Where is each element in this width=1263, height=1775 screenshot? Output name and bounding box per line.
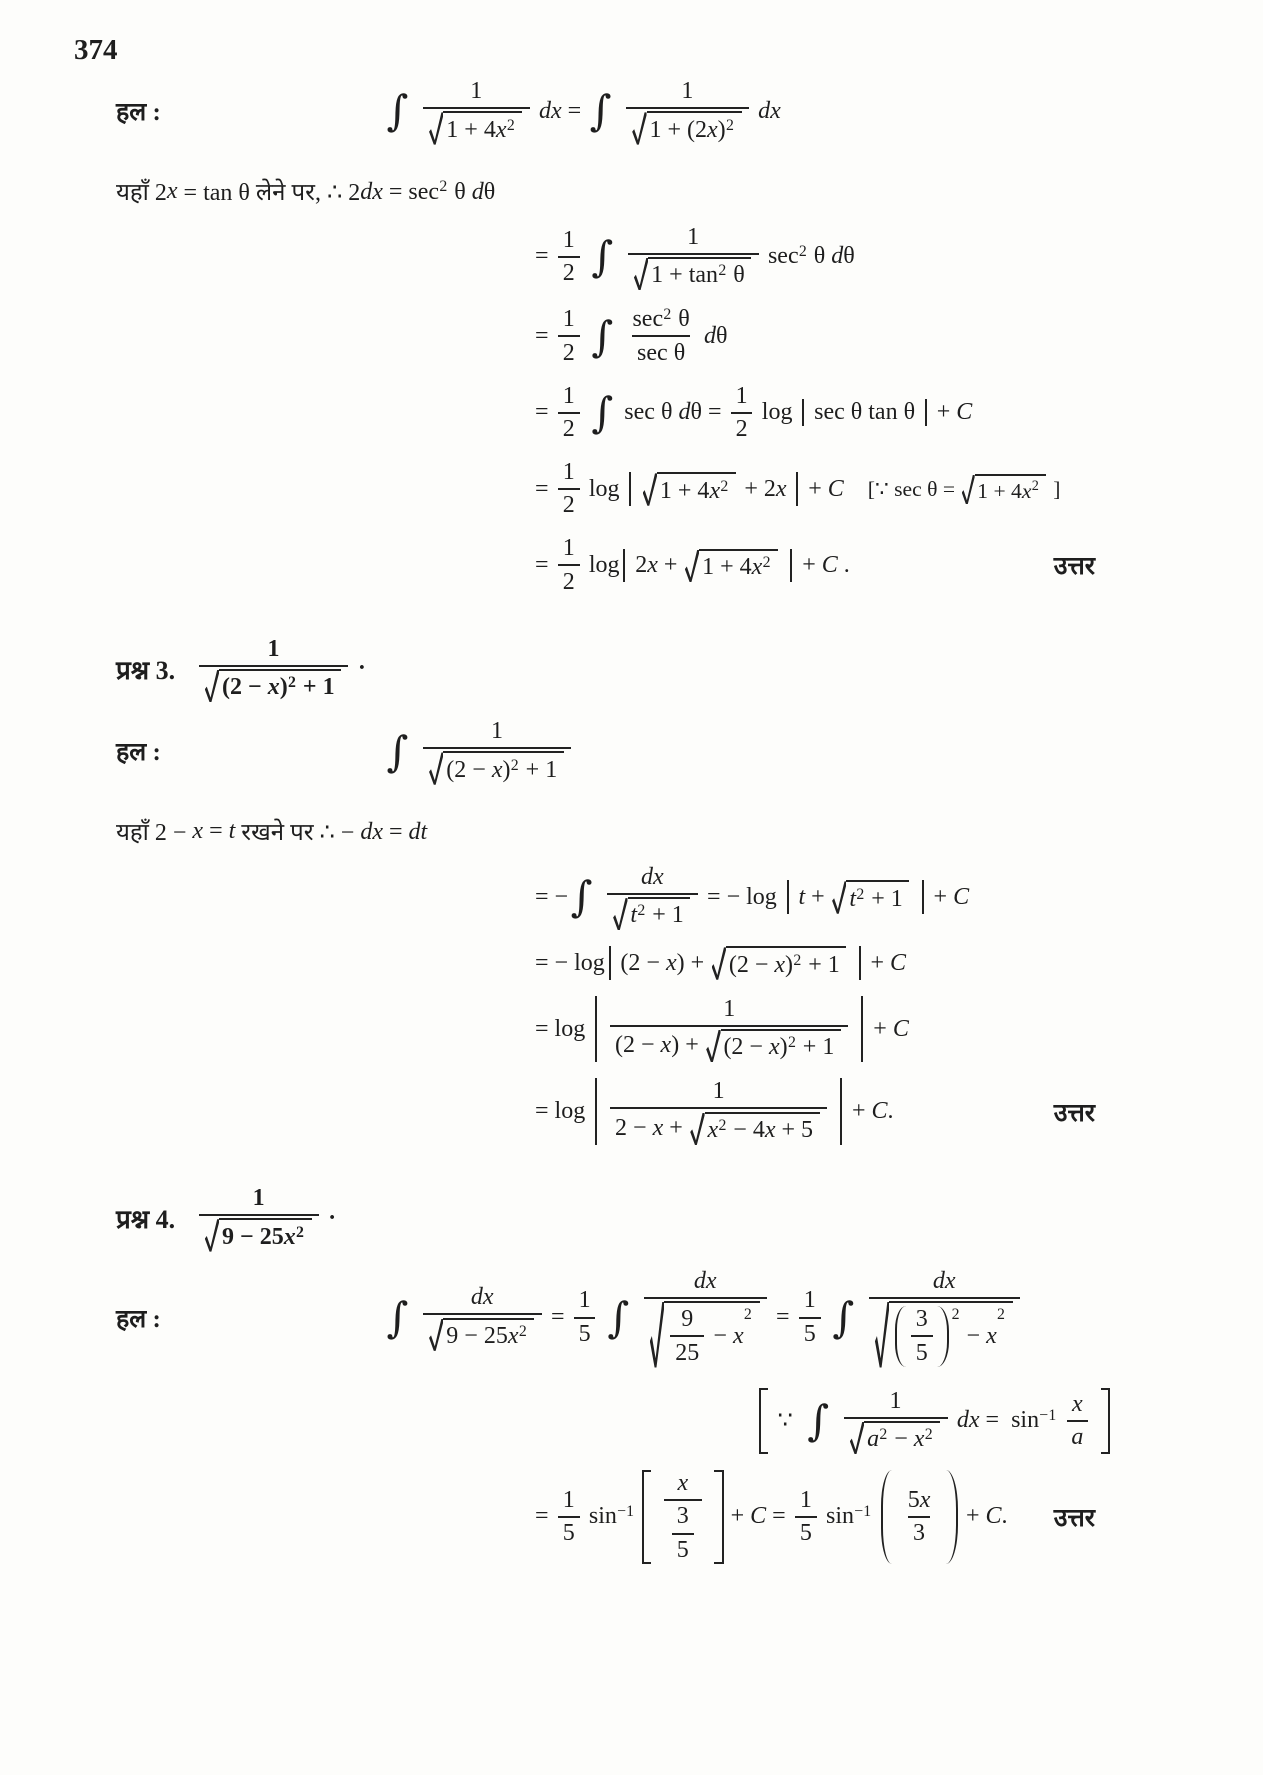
question-number: प्रश्न 3.: [116, 655, 176, 685]
substitution-note: यहाँ 2 x = tan θ लेने पर,: [116, 177, 321, 206]
derivation-line: [535, 535, 1263, 595]
derivation-line: [535, 1078, 1263, 1145]
derivation-steps: [535, 224, 1263, 596]
derivation-line: [535, 1470, 1263, 1564]
solution-3-row: [0, 718, 1263, 785]
substitution-note: ∴ 2 dx = sec 2 θ d θ: [326, 177, 496, 206]
derivation-line: [535, 224, 1263, 291]
solution-label: हल :: [116, 1305, 161, 1333]
answer-label: उत्तर: [1053, 1504, 1095, 1532]
equation-step: = $\frac{1}{5}$ sin −1 x 3 5 + C = $\frac{1}{5}$ sin −1 5 x 3 + C .: [535, 1470, 1008, 1563]
equation-step: = − ∫ dx t 2 + 1 = − log t + t 2 + 1 + C: [535, 863, 970, 929]
question-4-section: [0, 1185, 1263, 1564]
derivation-line: [535, 459, 1263, 519]
equation-step: = − log (2 − x ) + (2 − x ) 2 + 1 + C: [535, 946, 906, 979]
equation-step: = $\frac{1}{2}$ ∫ 1 1 + tan 2 θ sec 2 θ d θ: [535, 223, 855, 289]
side-remark: [∵ sec θ = 1 + 4 x 2 ]: [868, 474, 1061, 505]
derivation-steps: [535, 864, 1263, 1145]
page-number: 374: [74, 34, 118, 66]
derivation-line: [535, 306, 1263, 366]
question-3-title: [0, 636, 1263, 703]
question-expression: 1 9 − 25 x 2 ·: [195, 1185, 336, 1252]
equation-step: = log 1 2 − x + x 2 − 4 x + 5 + C .: [535, 1078, 894, 1143]
answer-label: उत्तर: [1053, 553, 1095, 581]
substitution-notes: [116, 805, 1263, 848]
question-4-title: [0, 1185, 1263, 1252]
equation-step: = $\frac{1}{2}$ ∫ sec θ d θ = $\frac{1}{2}$ log sec θ tan θ + C: [535, 382, 973, 442]
formula-remark-row: [758, 1388, 1263, 1455]
question-3-section: [0, 636, 1263, 1145]
equation-step: = $\frac{1}{2}$ ∫ sec 2 θ sec θ d θ: [535, 306, 728, 366]
derivation-line: [535, 996, 1263, 1063]
question-expression: 1 (2 − x ) 2 + 1 ·: [195, 636, 366, 703]
derivation-line: [535, 383, 1263, 443]
solution-2-row: [0, 78, 1263, 145]
equation-step: = $\frac{1}{2}$ log 1 + 4 x 2 + 2 x + C: [535, 458, 844, 519]
equation-step: = log 1 (2 − x ) + (2 − x ) 2 + 1 + C: [535, 995, 909, 1061]
formula-remark: ∵ ∫ 1 a 2 − x 2 dx = sin −1 x a: [758, 1388, 1111, 1455]
solution-2-section: [0, 78, 1263, 596]
derivation-line: [535, 946, 1263, 979]
substitution-note: ∴ − dx = dt: [319, 818, 428, 846]
derivation-line: [535, 864, 1263, 931]
substitution-note: यहाँ 2 − x = t रखने पर: [116, 817, 314, 846]
solution-4-row: [0, 1268, 1263, 1368]
question-number: प्रश्न 4.: [116, 1205, 176, 1235]
answer-label: उत्तर: [1053, 1099, 1095, 1127]
equation-main: ∫ dx 9 − 25 x 2 = $\frac{1}{5}$ ∫ dx 9 25 − x 2 = $\frac{1}{5}$ ∫ dx 3 5 2 − x 2: [384, 1268, 1023, 1368]
equation-main: ∫ 1 1 + 4 x 2 dx = ∫ 1 1 + (2 x ) 2 dx: [386, 78, 781, 143]
derivation-steps: [535, 1470, 1263, 1564]
substitution-notes: [116, 165, 1263, 208]
solution-label: हल :: [116, 99, 161, 127]
solution-label: हल :: [116, 739, 161, 767]
equation-main: ∫ 1 (2 − x ) 2 + 1: [384, 718, 574, 785]
equation-step: = $\frac{1}{2}$ log 2 x + 1 + 4 x 2 + C .: [535, 535, 850, 595]
